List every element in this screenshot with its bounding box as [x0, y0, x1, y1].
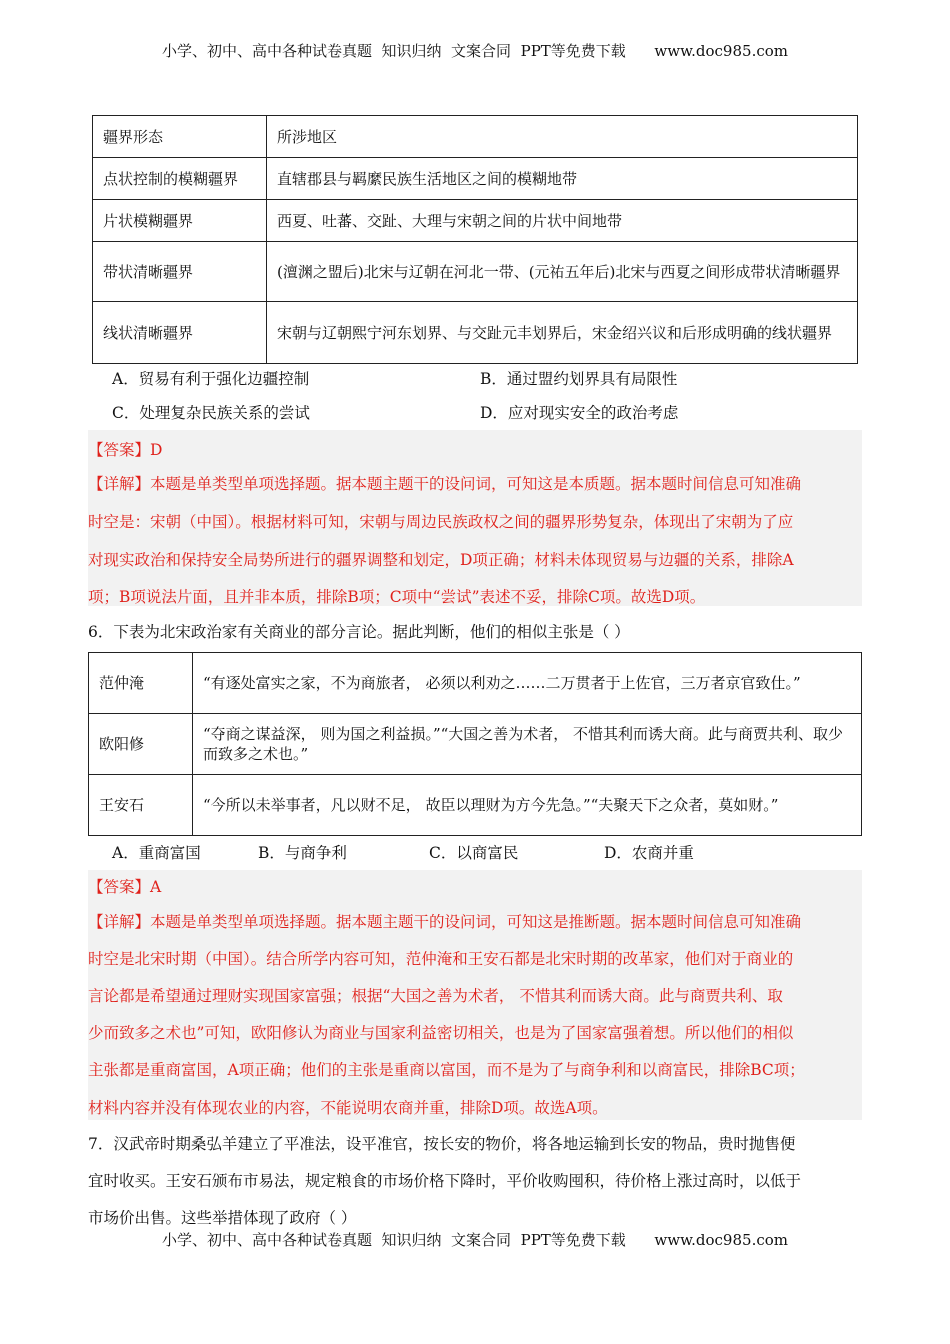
table-cell: 线状清晰疆界 — [93, 302, 267, 364]
question-stem: 6．下表为北宋政治家有关商业的部分言论。据此判断，他们的相似主张是（ ） — [88, 623, 630, 641]
question-stem: 市场价出售。这些举措体现了政府（ ） — [88, 1209, 357, 1227]
table-header-cell: 疆界形态 — [93, 116, 267, 158]
table-cell: 西夏、吐蕃、交趾、大理与宋朝之间的片状中间地带 — [267, 200, 858, 242]
explanation-line: 主张都是重商富国，A项正确；他们的主张是重商以富国，而不是为了与商争利和以商富民，排除BC项； — [88, 1061, 805, 1079]
quotes-table — [88, 652, 862, 836]
table-row — [93, 242, 858, 302]
explanation-line: 时空是北宋时期（中国）。结合所学内容可知，范仲淹和王安石都是北宋时期的改革家，他们对于商业的 — [88, 950, 794, 968]
option-d: D．应对现实安全的政治考虑 — [480, 404, 679, 422]
table-cell: “有逐处富实之家，不为商旅者， 必须以利劝之……二万贯者于上佐官，三万者京官致仕。” — [193, 653, 862, 714]
table-row — [89, 775, 862, 836]
option-c: C．以商富民 — [429, 844, 519, 862]
question-stem: 7．汉武帝时期桑弘羊建立了平准法，设平准官，按长安的物价，将各地运输到长安的物品，贵时抛售便 — [88, 1135, 796, 1153]
option-b: B．通过盟约划界具有局限性 — [480, 370, 678, 388]
table-cell: 点状控制的模糊疆界 — [93, 158, 267, 200]
table-cell: 范仲淹 — [89, 653, 193, 714]
explanation-line: 言论都是希望通过理财实现国家富强；根据“大国之善为术者， 不惜其利而诱大商。此与商贾共利、取 — [88, 987, 783, 1005]
explanation-line: 材料内容并没有体现农业的内容，不能说明农商并重，排除D项。故选A项。 — [88, 1099, 608, 1117]
option-a: A．重商富国 — [112, 844, 201, 862]
table-cell: 带状清晰疆界 — [93, 242, 267, 302]
option-c: C．处理复杂民族关系的尝试 — [112, 404, 310, 422]
option-b: B．与商争利 — [258, 844, 347, 862]
table-row — [93, 116, 858, 158]
page-footer: 小学、初中、高中各种试卷真题 知识归纳 文案合同 PPT等免费下载 www.doc985.com — [161, 1231, 788, 1249]
answer-label: 【答案】A — [88, 878, 162, 896]
explanation-line: 少而致多之术也”可知，欧阳修认为商业与国家利益密切相关，也是为了国家富强着想。所以他们的相似 — [88, 1024, 794, 1042]
table-row — [93, 158, 858, 200]
option-d: D．农商并重 — [604, 844, 694, 862]
table-cell: 直辖郡县与羁縻民族生活地区之间的模糊地带 — [267, 158, 858, 200]
frontier-table — [92, 115, 858, 364]
table-row — [93, 302, 858, 364]
table-cell: 王安石 — [89, 775, 193, 836]
explanation-line: 对现实政治和保持安全局势所进行的疆界调整和划定，D项正确；材料未体现贸易与边疆的关系，排除A — [88, 551, 794, 569]
table-cell: “今所以未举事者，凡以财不足， 故臣以理财为方今先急。”“夫聚天下之众者，莫如财。” — [193, 775, 862, 836]
table-cell: “夺商之谋益深， 则为国之利益损。”“大国之善为术者， 不惜其利而诱大商。此与商贾共利、取少而致多之术也。” — [193, 714, 862, 775]
table-cell: (澶渊之盟后)北宋与辽朝在河北一带、(元祐五年后)北宋与西夏之间形成带状清晰疆界 — [267, 242, 858, 302]
answer-label: 【答案】D — [88, 441, 163, 459]
table-row — [93, 200, 858, 242]
page-header: 小学、初中、高中各种试卷真题 知识归纳 文案合同 PPT等免费下载 www.doc985.com — [161, 42, 788, 60]
explanation-line: 时空是：宋朝（中国）。根据材料可知，宋朝与周边民族政权之间的疆界形势复杂，体现出了宋朝为了应 — [88, 513, 794, 531]
table-header-cell: 所涉地区 — [267, 116, 858, 158]
table-cell: 欧阳修 — [89, 714, 193, 775]
table-row — [89, 714, 862, 775]
option-a: A．贸易有利于强化边疆控制 — [112, 370, 310, 388]
explanation-line: 【详解】本题是单类型单项选择题。据本题主题干的设问词，可知这是推断题。据本题时间信息可知准确 — [88, 913, 802, 931]
question-stem: 宜时收买。王安石颁布市易法，规定粮食的市场价格下降时，平价收购囤积，待价格上涨过高时，以低于 — [88, 1172, 802, 1190]
table-row — [89, 653, 862, 714]
table-cell: 片状模糊疆界 — [93, 200, 267, 242]
table-cell: 宋朝与辽朝熙宁河东划界、与交趾元丰划界后，宋金绍兴议和后形成明确的线状疆界 — [267, 302, 858, 364]
explanation-line: 项；B项说法片面，且并非本质，排除B项；C项中“尝试”表述不妥，排除C项。故选D项。 — [88, 588, 706, 606]
explanation-line: 【详解】本题是单类型单项选择题。据本题主题干的设问词，可知这是本质题。据本题时间信息可知准确 — [88, 475, 802, 493]
